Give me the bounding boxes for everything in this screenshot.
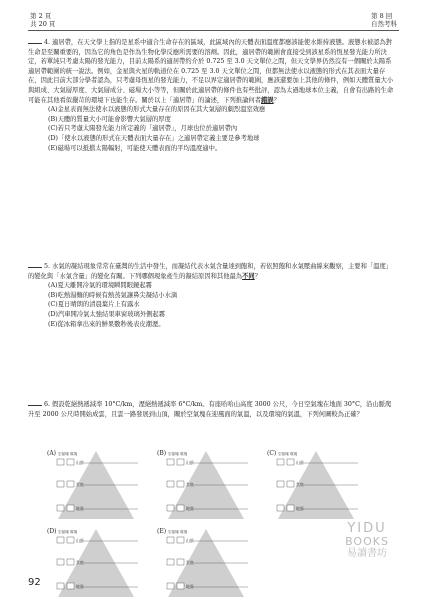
option-a: (A)夏天離開冷氣的環境瞬間眼鏡起霧: [48, 282, 152, 290]
question-text: 水氣的凝結現象常常在臺灣的生活中發生，而凝結代表水氣含量達到飽和，若依照飽和水氣壓曲線來觀察，主要和「溫度」的變化與「水氣含量」的變化有關。下列哪個現象產生的凝結原因和其他最為: [28, 263, 393, 280]
question-emphasis: 錯誤: [260, 96, 274, 104]
header-environment: 環境: [70, 452, 78, 456]
level-label: 山頂: [76, 460, 84, 465]
level-label: 地面: [186, 584, 194, 589]
environment-temp-box: [67, 459, 74, 465]
header-parcel: 空氣塊: [168, 452, 179, 456]
level-label: 山頂: [186, 538, 194, 543]
question-emphasis: 不同: [242, 272, 255, 280]
environment-temp-box: [287, 481, 294, 487]
question-number: 5.: [44, 263, 51, 270]
watermark-line2: BOOKS: [345, 535, 389, 548]
question-4-stem: [28, 38, 394, 105]
option-b: (B)吃熱湯麵的時候有熱蒸氣讓鼻尖凝結小水滴: [48, 291, 178, 299]
environment-temp-box: [177, 459, 184, 465]
mountain-diagram: [46, 447, 146, 521]
header-environment: 環境: [180, 452, 188, 456]
header-environment: 環境: [70, 530, 78, 534]
question-text: 適居帶，在天文學上指的是星系中適合生命存在的區域，此區域內的天體表面溫度都應該能使水維持液態。液態水被認為對生命是至關重要的，因為它的角色是作為生物化學反應所需要的溶劑。因此，適居帶的範圍會直接受到該星系的恆星發光能力所決定，若單純只考慮太陽的發光能力，目前太陽系的適居帶約介於 0.725 至 3.0 天文單位之間，但天文學界仍然沒有一個關於太陽系適居帶範圍的統一說法。例如，金星與火星的軌道位在 0.725 至 3.0 天文單位之間，但都無法使水以液態的形式在其表面大量存在，因此目前大部分學者認為，只考慮母恆星的發光能力，不足以界定適居帶的範圍，應該還要加上其他的條件，例如天體質量大小與組成、大氣層厚度、大氣層成分、磁場大小等等，但關於此適居帶的條件也有些批評，認為太過地球本位主義，自會有出路的生命可能在其他看似嚴苛的環境下也能生存。關於以上「適居帶」的論述，下列推論何者: [28, 39, 394, 104]
parcel-temp-box: [277, 505, 284, 511]
question-4: [28, 38, 394, 153]
parcel-temp-box: [57, 459, 64, 465]
figure-d: [46, 525, 146, 599]
mountain-diagram: [46, 525, 146, 599]
header-environment: 環境: [180, 530, 188, 534]
figure-b: [156, 447, 256, 521]
answer-blank: [28, 43, 42, 44]
header-page: 第 2 頁: [30, 12, 52, 20]
level-label: 山頂: [186, 460, 194, 465]
header-parcel: 空氣塊: [278, 452, 289, 456]
question-text: 假設乾絕熱遞減率 10°C/km，溼絕熱遞減率 6°C/km。有座哈哈山高度 3000 公尺，今日空氣塊在地面 30°C，沿山脈爬升至 2000 公尺時開始成雲，且雲一路發展到山頂，關於空氣塊在迎風面的氣溫，以及環境的氣溫，下列何圖較為正確？: [28, 401, 392, 418]
environment-temp-box: [67, 559, 74, 565]
figure-label: (E): [157, 528, 167, 535]
level-label: 雲底: [76, 560, 84, 565]
figure-label: (A): [47, 450, 57, 457]
answer-blank: [28, 267, 42, 268]
level-label: 山頂: [76, 538, 84, 543]
header-total: 共 20 頁: [30, 20, 56, 28]
level-label: 地面: [186, 506, 194, 511]
figure-label: (C): [267, 450, 277, 457]
mountain-diagram: [156, 525, 256, 599]
environment-temp-box: [287, 459, 294, 465]
parcel-temp-box: [167, 505, 174, 511]
header-left: [30, 12, 55, 28]
header-parcel: 空氣塊: [168, 530, 179, 534]
question-tail: ？: [254, 272, 261, 280]
answer-blank: [28, 405, 42, 406]
page-number: 92: [28, 577, 41, 588]
option-b: (B)天體的質量大小可能會影響大氣層的厚度: [48, 115, 171, 123]
level-label: 地面: [296, 506, 304, 511]
level-label: 雲底: [296, 482, 304, 487]
question-number: 4.: [44, 39, 51, 46]
header-right: [371, 12, 397, 28]
environment-temp-box: [67, 583, 74, 589]
option-c: (C)若只考慮太陽發光能力所定義的「適居帶」，月球也位於適居帶內: [48, 125, 238, 133]
question-number: 6.: [44, 401, 51, 408]
level-label: 雲底: [186, 482, 194, 487]
parcel-temp-box: [277, 481, 284, 487]
watermark-line3: 易讀書坊: [347, 548, 387, 559]
parcel-temp-box: [167, 537, 174, 543]
environment-temp-box: [67, 537, 74, 543]
parcel-temp-box: [57, 583, 64, 589]
option-e: (E)磁場可以抵擋太陽輻射，可能使天體表面的平均溫度適中。: [48, 144, 222, 152]
parcel-temp-box: [57, 537, 64, 543]
figure-e: [156, 525, 256, 599]
option-e: (E)從冰箱拿出來的鮮果數秒後表皮潮溼。: [48, 320, 165, 328]
question-6: [28, 400, 394, 419]
figure-label: (D): [47, 528, 57, 535]
option-c: (C)夏日晴朗的清晨葉片上有露水: [48, 301, 140, 309]
parcel-temp-box: [167, 583, 174, 589]
environment-temp-box: [177, 559, 184, 565]
level-label: 山頂: [296, 460, 304, 465]
environment-temp-box: [177, 505, 184, 511]
environment-temp-box: [287, 505, 294, 511]
option-d: (D)「使水以液態的形式在天體表面大量存在」之適居帶定義主要是參考地球: [48, 134, 260, 142]
option-d: (D)汽車開冷氣太強結果車窗玻璃外側起霧: [48, 310, 166, 318]
figure-a: [46, 447, 146, 521]
mountain-diagram: [266, 447, 366, 521]
environment-temp-box: [177, 537, 184, 543]
question-tail: ？: [273, 96, 280, 104]
header-parcel: 空氣塊: [58, 530, 69, 534]
environment-temp-box: [67, 505, 74, 511]
question-6-stem: [28, 400, 394, 419]
option-a: (A)金星表面無法使水以液態的形式大量存在的原因在其大氣層的劇烈溫室效應: [48, 106, 266, 114]
parcel-temp-box: [57, 559, 64, 565]
level-label: 地面: [76, 506, 84, 511]
question-5: [28, 262, 394, 329]
level-label: 地面: [76, 584, 84, 589]
header-divider: [28, 30, 399, 31]
parcel-temp-box: [57, 481, 64, 487]
figure-label: (B): [157, 450, 167, 457]
environment-temp-box: [177, 583, 184, 589]
parcel-temp-box: [167, 459, 174, 465]
header-environment: 環境: [290, 452, 298, 456]
parcel-temp-box: [167, 481, 174, 487]
watermark-line1: YIDU: [347, 521, 387, 536]
figure-c: [266, 447, 366, 521]
parcel-temp-box: [57, 505, 64, 511]
environment-temp-box: [67, 481, 74, 487]
environment-temp-box: [177, 481, 184, 487]
publisher-watermark: [335, 522, 399, 560]
parcel-temp-box: [277, 459, 284, 465]
header-subject: 自然考科: [371, 20, 397, 28]
level-label: 雲底: [186, 560, 194, 565]
parcel-temp-box: [167, 559, 174, 565]
question-5-stem: [28, 262, 394, 281]
header-parcel: 空氣塊: [58, 452, 69, 456]
header-round: 第 8 回: [371, 12, 393, 20]
mountain-diagram: [156, 447, 256, 521]
level-label: 雲底: [76, 482, 84, 487]
